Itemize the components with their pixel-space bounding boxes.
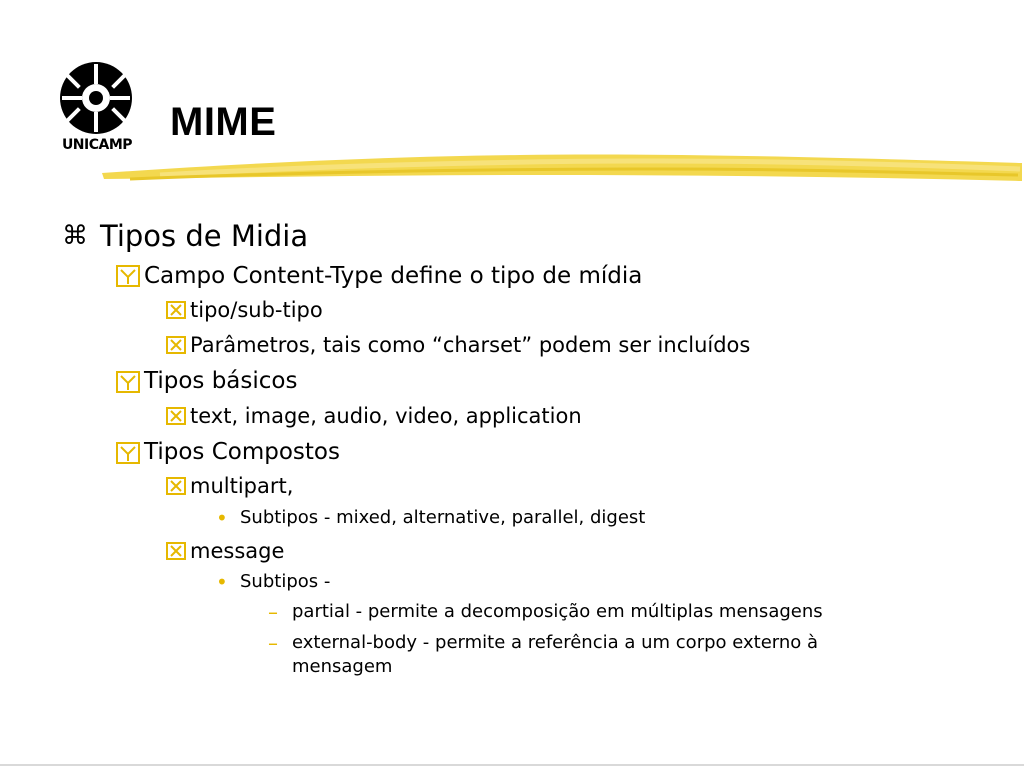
level1-text: Tipos de Midia	[100, 219, 309, 253]
item-tipos-compostos: Tipos Compostos	[144, 439, 340, 465]
dot-bullet-icon: •	[216, 506, 228, 530]
item-tipo-sub-tipo: tipo/sub-tipo	[190, 298, 323, 322]
item-campo-content-type: Campo Content-Type define o tipo de mídia	[144, 263, 643, 289]
dash-bullet-icon: –	[268, 631, 278, 655]
item-multipart: multipart,	[190, 474, 294, 498]
checkbox-y-bullet-icon	[116, 265, 140, 287]
item-message: message	[190, 539, 285, 563]
item-partial: partial - permite a decomposição em múltiplas mensagens	[292, 601, 823, 622]
item-basic-types-list: text, image, audio, video, application	[190, 404, 582, 428]
item-multipart-subtypes: Subtipos - mixed, alternative, parallel, digest	[240, 507, 646, 528]
item-tipos-basicos: Tipos básicos	[144, 368, 298, 394]
checkbox-y-bullet-icon	[116, 371, 140, 393]
checkbox-x-bullet-icon	[166, 407, 186, 425]
slide-title: MIME	[170, 100, 277, 144]
checkbox-y-bullet-icon	[116, 442, 140, 464]
item-external-body: external-body - permite a referência a um corpo externo à	[292, 632, 819, 653]
logo-wordmark: UNICAMP	[61, 137, 133, 153]
checkbox-x-bullet-icon	[166, 542, 186, 560]
dash-bullet-icon: –	[268, 600, 278, 624]
dot-bullet-icon: •	[216, 570, 228, 594]
item-parametros: Parâmetros, tais como “charset” podem ser incluídos	[190, 333, 751, 357]
item-message-subtypes: Subtipos -	[240, 571, 331, 592]
checkbox-x-bullet-icon	[166, 477, 186, 495]
checkbox-x-bullet-icon	[166, 336, 186, 354]
level1-bullet-icon: ⌘	[62, 221, 88, 251]
brush-stroke-decoration	[100, 145, 1024, 190]
item-external-body-continuation: mensagem	[292, 656, 393, 677]
checkbox-x-bullet-icon	[166, 301, 186, 319]
footer-divider	[0, 764, 1024, 766]
